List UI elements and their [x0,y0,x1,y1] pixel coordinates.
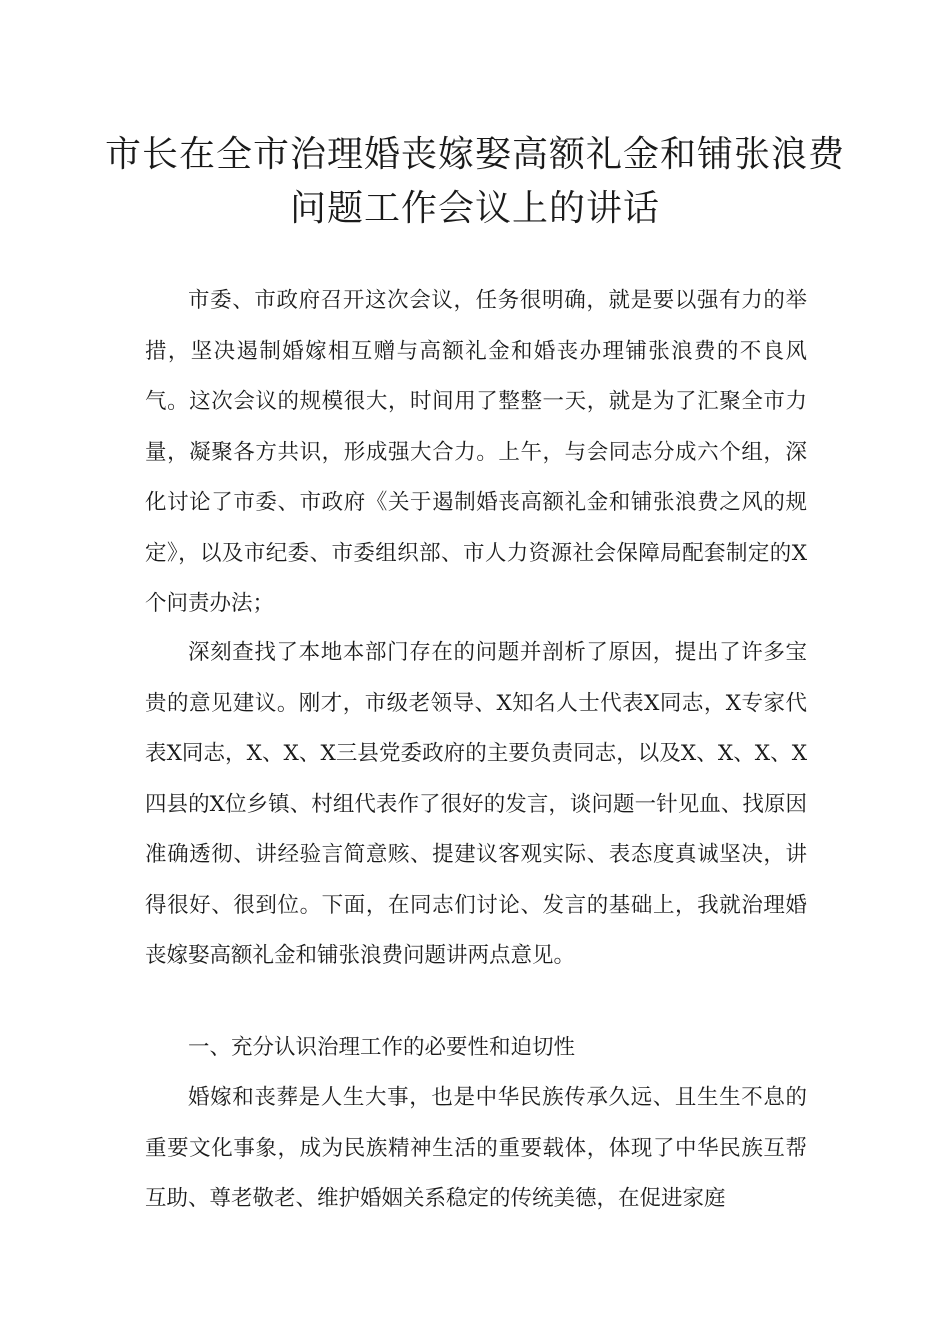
document-title: 市长在全市治理婚丧嫁娶高额礼金和铺张浪费问题工作会议上的讲话 [104,134,845,229]
section-paragraph: 婚嫁和丧葬是人生大事，也是中华民族传承久远、且生生不息的重要文化事象，成为民族精神生活的重要载体，体现了中华民族互帮互助、尊老敬老、维护婚姻关系稳定的传统美德，在促进家庭 [145,1085,807,1211]
paragraph-discussion: 深刻查找了本地本部门存在的问题并剖析了原因，提出了许多宝贵的意见建议。刚才，市级老领导、X知名人士代表X同志，X专家代表X同志，X、X、X三县党委政府的主要负责同志，以及X、X、X、X四县的X位乡镇、村组代表作了很好的发言，谈问题一针见血、找原因准确透彻、讲经验言简意赅、提建议客观实际、表态度真诚坚决，讲得很好、很到位。下面，在同志们讨论、发言的基础上，我就治理婚丧嫁娶高额礼金和铺张浪费问题讲两点意见。 [145,640,807,968]
paragraph-intro: 市委、市政府召开这次会议，任务很明确，就是要以强有力的举措，坚决遏制婚嫁相互赠与高额礼金和婚丧办理铺张浪费的不良风气。这次会议的规模很大，时间用了整整一天，就是为了汇聚全市力量，凝聚各方共识，形成强大合力。上午，与会同志分成六个组，深化讨论了市委、市政府《关于遏制婚丧高额礼金和铺张浪费之风的规定》，以及市纪委、市委组织部、市人力资源社会保障局配套制定的X个问责办法； [145,288,807,616]
section-heading: 一、充分认识治理工作的必要性和迫切性 [188,1035,576,1060]
